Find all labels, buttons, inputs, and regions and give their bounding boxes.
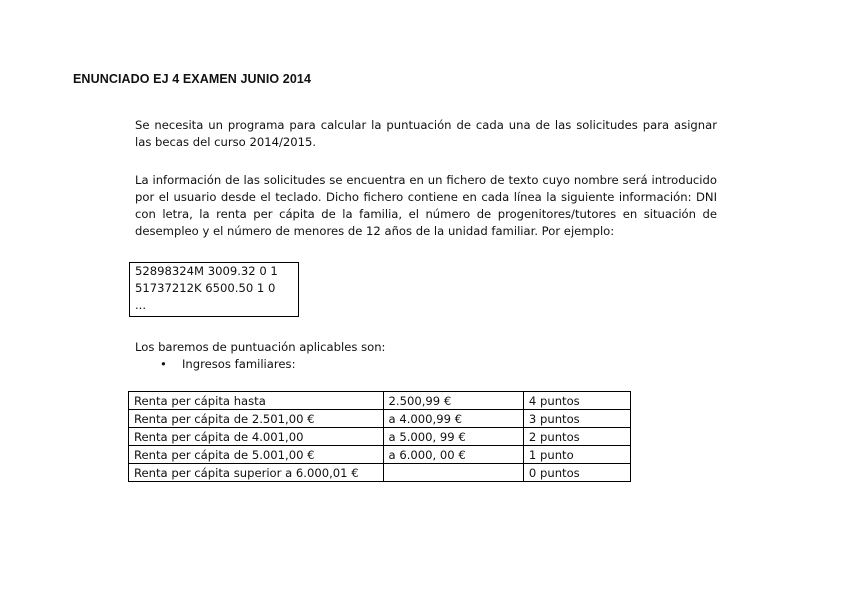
- table-row: [129, 428, 631, 446]
- example-line: 52898324M 3009.32 0 1: [135, 264, 278, 278]
- table-cell: 3 puntos: [523, 410, 630, 428]
- bullet-item: [160, 356, 295, 373]
- table-row: [129, 446, 631, 464]
- bullet-label: Ingresos familiares:: [182, 357, 296, 371]
- table-cell: a 4.000,99 €: [383, 410, 523, 428]
- table-cell: Renta per cápita de 4.001,00: [129, 428, 384, 446]
- scoring-table: [128, 391, 631, 482]
- table-cell: Renta per cápita de 5.001,00 €: [129, 446, 384, 464]
- example-line: ...: [135, 298, 147, 312]
- table-cell: Renta per cápita superior a 6.000,01 €: [129, 464, 384, 482]
- table-cell: 0 puntos: [523, 464, 630, 482]
- table-cell: a 5.000, 99 €: [383, 428, 523, 446]
- example-line: 51737212K 6500.50 1 0: [135, 281, 276, 295]
- scale-intro: Los baremos de puntuación aplicables son:: [135, 340, 386, 354]
- table-row: [129, 464, 631, 482]
- bullet-icon: •: [160, 357, 167, 371]
- table-cell: [383, 464, 523, 482]
- table-row: [129, 392, 631, 410]
- table-cell: Renta per cápita de 2.501,00 €: [129, 410, 384, 428]
- table-row: [129, 410, 631, 428]
- document-title: ENUNCIADO EJ 4 EXAMEN JUNIO 2014: [73, 72, 311, 86]
- example-box: [129, 262, 299, 317]
- paragraph-file-description: La información de las solicitudes se encuentra en un fichero de texto cuyo nombre será introducido por el usuario desde el teclado. Dicho fichero contiene en cada línea la siguiente información: DNI con letra, la renta per cápita de la familia, el número de progenitores/tutores en situación de desempleo y el número de menores de 12 años de la unidad familiar. Por ejemplo:: [135, 173, 717, 238]
- table-cell: 2.500,99 €: [383, 392, 523, 410]
- table-cell: Renta per cápita hasta: [129, 392, 384, 410]
- table-cell: 1 punto: [523, 446, 630, 464]
- paragraph-intro: Se necesita un programa para calcular la puntuación de cada una de las solicitudes para asignar las becas del curso 2014/2015.: [135, 118, 717, 149]
- table-cell: a 6.000, 00 €: [383, 446, 523, 464]
- table-cell: 4 puntos: [523, 392, 630, 410]
- table-cell: 2 puntos: [523, 428, 630, 446]
